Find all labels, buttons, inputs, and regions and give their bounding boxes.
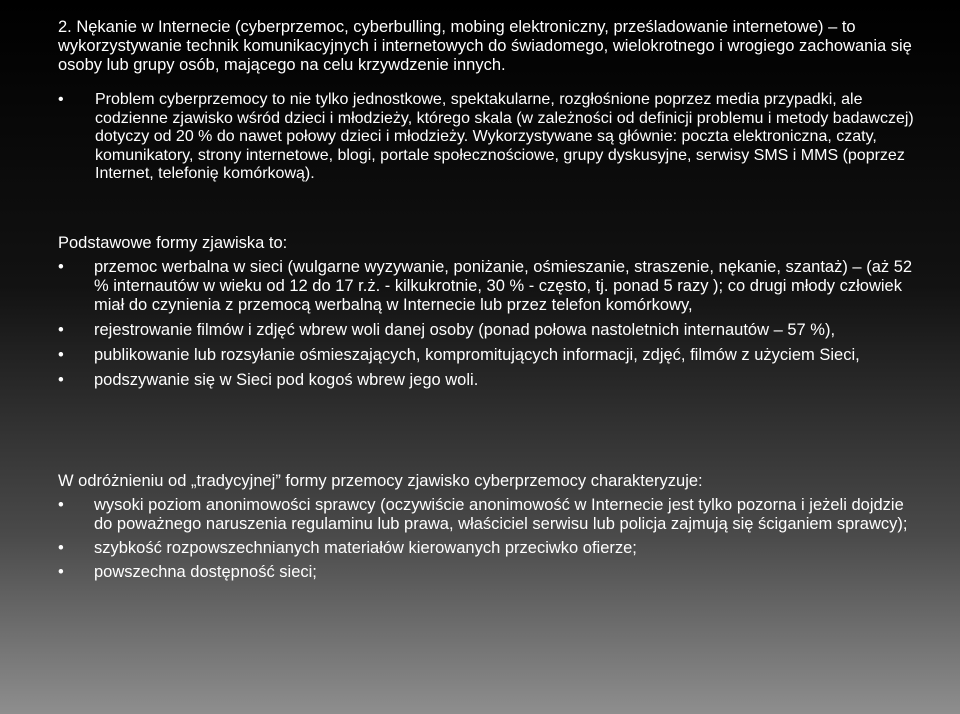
bullet-icon: • [58, 563, 64, 581]
intro-paragraph: 2. Nękanie w Internecie (cyberprzemoc, cyberbulling, mobing elektroniczny, prześladowanie internetowe) – to wykorzystywanie technik komunikacyjnych i internetowych do świadomego, wielokrotnego i wrogiego zachowania się osoby lub grupy osób, mającego na celu krzywdzenie innych. [58, 18, 912, 74]
problem-item [58, 91, 938, 184]
bullet-icon: • [58, 371, 64, 389]
bullet-icon: • [58, 346, 64, 364]
list-item-text: publikowanie lub rozsyłanie ośmieszających, kompromitujących informacji, zdjęć, filmów z użyciem Sieci, [94, 346, 860, 364]
list-item [58, 321, 918, 340]
list-item-text: przemoc werbalna w sieci (wulgarne wyzywanie, poniżanie, ośmieszanie, straszenie, nękanie, szantaż) – (aż 52 % internautów w wieku od 12 do 17 r.ż. - kilkukrotnie, 30 % - często, tj. ponad 5 razy ); co drugi młody człowiek miał do czynienia z przemocą werbalną w Internecie lub przez telefon komórkowy, [94, 258, 913, 314]
list-item [58, 496, 918, 534]
bullet-icon: • [58, 91, 64, 108]
problem-text: Problem cyberprzemocy to nie tylko jednostkowe, spektakularne, rozgłośnione poprzez media przypadki, ale codzienne zjawisko wśród dzieci i młodzieży, którego skala (w zależności od definicji problemu i metody badawczej) dotyczy od 20 % do nawet połowy dzieci i młodzieży. Wykorzystywane są głównie: poczta elektroniczna, czaty, komunikatory, strony internetowe, blogi, portale społecznościowe, grupy dyskusyjne, serwisy SMS i MMS (poprzez Internet, telefonię komórkową). [95, 91, 914, 182]
list-item [58, 346, 918, 365]
list-item-text: rejestrowanie filmów i zdjęć wbrew woli danej osoby (ponad połowa nastoletnich internautów – 57 %), [94, 321, 836, 339]
bullet-icon: • [58, 258, 64, 276]
bullet-icon: • [58, 539, 64, 557]
list-item [58, 563, 918, 582]
list-item [58, 258, 918, 315]
bullet-icon: • [58, 496, 64, 514]
distinct-list [58, 496, 918, 582]
forms-heading: Podstawowe formy zjawiska to: [58, 234, 288, 252]
bullet-icon: • [58, 321, 64, 339]
list-item-text: powszechna dostępność sieci; [94, 563, 317, 581]
problem-bullet [58, 91, 938, 184]
forms-list [58, 258, 918, 390]
list-item-text: podszywanie się w Sieci pod kogoś wbrew jego woli. [94, 371, 479, 389]
list-item [58, 371, 918, 390]
list-item-text: szybkość rozpowszechnianych materiałów kierowanych przeciwko ofierze; [94, 539, 637, 557]
list-item-text: wysoki poziom anonimowości sprawcy (oczywiście anonimowość w Internecie jest tylko pozorna i jeżeli dojdzie do poważnego naruszenia regulaminu lub prawa, właściciel serwisu lub policja zajmują się ściganiem sprawcy); [94, 496, 908, 533]
list-item [58, 539, 918, 558]
distinct-heading: W odróżnieniu od „tradycyjnej” formy przemocy zjawisko cyberprzemocy charakteryzuje: [58, 472, 703, 490]
